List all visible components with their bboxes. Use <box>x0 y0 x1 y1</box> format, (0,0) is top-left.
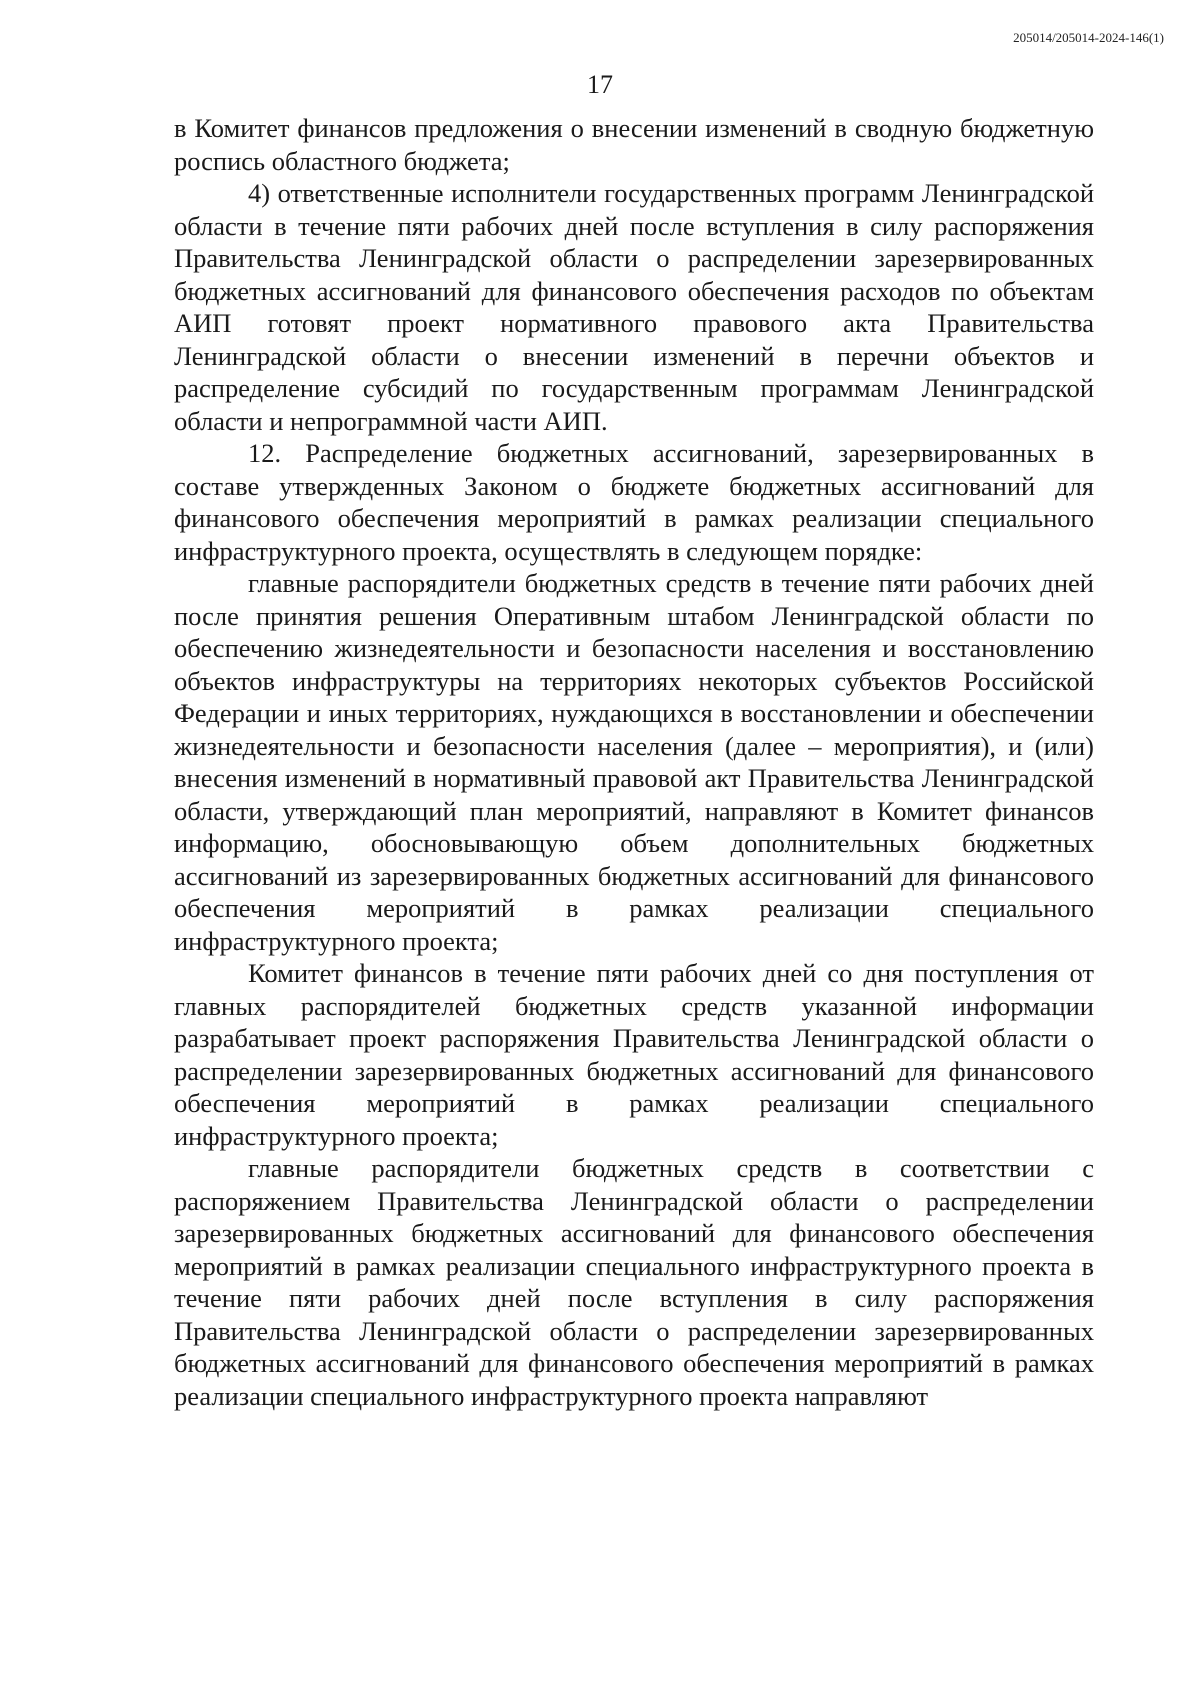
paragraph-item-12: 12. Распределение бюджетных ассигнований, зарезервированных в составе утвержденных Законом о бюджете бюджетных ассигнований для финансового обеспечения мероприятий в рамках реализации специального инфраструктурного проекта, осуществлять в следующем порядке: <box>174 438 1094 566</box>
document-body <box>174 112 1094 1412</box>
paragraph-continuation: в Комитет финансов предложения о внесении изменений в сводную бюджетную роспись областного бюджета; <box>174 113 1094 176</box>
document-id: 205014/205014-2024-146(1) <box>1013 30 1164 45</box>
paragraph-gr-bs-direct: главные распорядители бюджетных средств в соответствии с распоряжением Правительства Ленинградской области о распределении зарезервированных бюджетных ассигнований для финансового обеспечения мероприятий в рамках реализации специального инфраструктурного проекта в течение пяти рабочих дней после вступления в силу распоряжения Правительства Ленинградской области о распределении зарезервированных бюджетных ассигнований для финансового обеспечения мероприятий в рамках реализации специального инфраструктурного проекта направляют <box>174 1153 1094 1411</box>
paragraph-gr-bs-information: главные распорядители бюджетных средств в течение пяти рабочих дней после принятия решения Оперативным штабом Ленинградской области по обеспечению жизнедеятельности и безопасности населения и восстановлению объектов инфраструктуры на территориях некоторых субъектов Российской Федерации и иных территориях, нуждающихся в восстановлении и обеспечении жизнедеятельности и безопасности населения (далее – мероприятия), и (или) внесения изменений в нормативный правовой акт Правительства Ленинградской области, утверждающий план мероприятий, направляют в Комитет финансов информацию, обосновывающую объем дополнительных бюджетных ассигнований из зарезервированных бюджетных ассигнований для финансового обеспечения мероприятий в рамках реализации специального инфраструктурного проекта; <box>174 568 1094 956</box>
page-number: 17 <box>587 70 613 99</box>
paragraph-finance-committee: Комитет финансов в течение пяти рабочих дней со дня поступления от главных распорядителей бюджетных средств указанной информации разрабатывает проект распоряжения Правительства Ленинградской области о распределении зарезервированных бюджетных ассигнований для финансового обеспечения мероприятий в рамках реализации специального инфраструктурного проекта; <box>174 958 1094 1151</box>
paragraph-item-4: 4) ответственные исполнители государственных программ Ленинградской области в течение пяти рабочих дней после вступления в силу распоряжения Правительства Ленинградской области о распределении зарезервированных бюджетных ассигнований для финансового обеспечения расходов по объектам АИП готовят проект нормативного правового акта Правительства Ленинградской области о внесении изменений в перечни объектов и распределение субсидий по государственным программам Ленинградской области и непрограммной части АИП. <box>174 178 1094 436</box>
